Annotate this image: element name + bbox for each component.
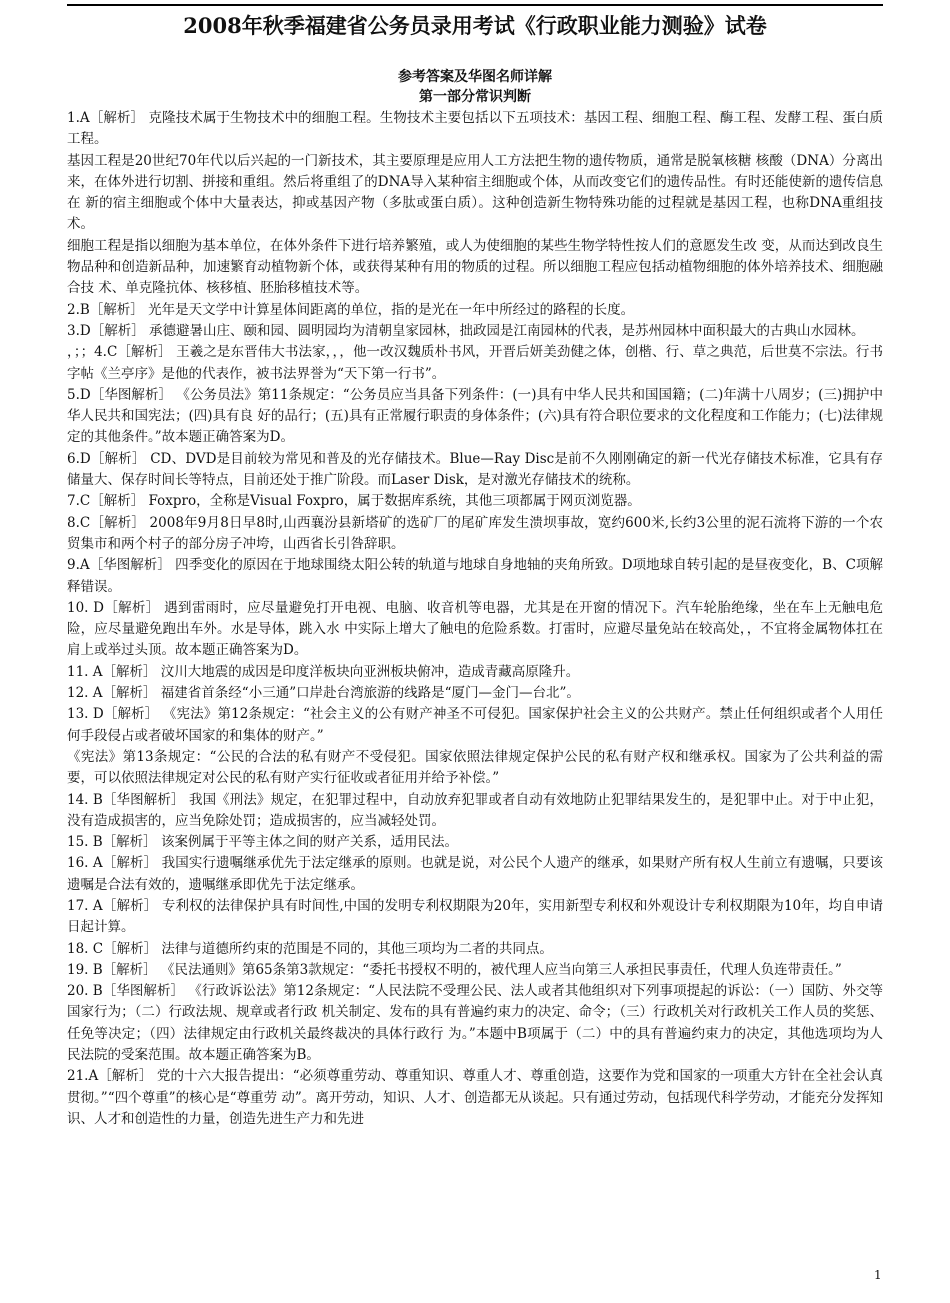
explanation-paragraph: 14. B［华图解析］ 我国《刑法》规定，在犯罪过程中，自动放弃犯罪或者自动有效地防止犯罪结果发生的，是犯罪中止。对于中止犯，没有造成损害的，应当免除处罚；造成损害的，应当减轻处罚。 <box>67 791 883 829</box>
explanation-paragraph: 19. B［解析］ 《民法通则》第65条第3款规定：“委托书授权不明的，被代理人应当向第三人承担民事责任，代理人负连带责任。” <box>67 961 842 978</box>
answer-subtitle: 参考答案及华图名师详解 <box>398 69 552 85</box>
explanation-paragraph: 3.D［解析］ 承德避暑山庄、颐和园、圆明园均为清朝皇家园林，拙政园是江南园林的代表，是苏州园林中面积最大的古典山水园林。 <box>67 322 865 339</box>
explanation-paragraph: 16. A［解析］ 我国实行遗嘱继承优先于法定继承的原则。也就是说，对公民个人遗产的继承，如果财产所有权人生前立有遗嘱，只要该遗嘱是合法有效的，遗嘱继承即优先于法定继承。 <box>67 855 883 893</box>
explanation-paragraph: 细胞工程是指以细胞为基本单位，在体外条件下进行培养繁殖，或人为使细胞的某些生物学特性按人们的意愿发生改 变，从而达到改良生物品种和创造新品种，加速繁育动植物新个体，或获得某种有用的物质的过程。所以细胞工程应包括动植物细胞的体外培养技术、细胞融合技 术、单克隆抗体、核移植、胚胎移植技术等。 <box>67 237 883 297</box>
explanation-paragraph: 5.D［华图解析］ 《公务员法》第11条规定：“公务员应当具备下列条件：(一)具有中华人民共和国国籍；(二)年满十八周岁；(三)拥护中华人民共和国宪法；(四)具有良 好的品行；(五)具有正常履行职责的身体条件；(六)具有符合职位要求的文化程度和工作能力；(七)法律规定的其他条件。”故本题正确答案为D。 <box>67 386 883 446</box>
explanation-paragraph: 8.C［解析］ 2008年9月8日早8时,山西襄汾县新塔矿的选矿厂的尾矿库发生溃坝事故，宽约600米,长约3公里的泥石流将下游的一个农贸集市和两个村子的部分房子冲垮，山西省长引咎辞职。 <box>67 514 883 552</box>
explanation-paragraph: ，；；4.C［解析］ 王羲之是东晋伟大书法家，，，他一改汉魏质朴书风，开晋后妍美劲健之体，创楷、行、草之典范，后世莫不宗法。行书字帖《兰亭序》是他的代表作，被书法界誉为“天下第一行书”。 <box>67 344 883 382</box>
explanation-paragraph: 《宪法》第13条规定：“公民的合法的私有财产不受侵犯。国家依照法律规定保护公民的私有财产权和继承权。国家为了公共利益的需要，可以依照法律规定对公民的私有财产实行征收或者征用并给予补偿。” <box>67 748 883 787</box>
explanation-paragraph: 10. D［解析］ 遇到雷雨时，应尽量避免打开电视、电脑、收音机等电器，尤其是在开窗的情况下。汽车轮胎绝缘，坐在车上无触电危险，应尽量避免跑出车外。水是导体，跳入水 中实际上增大了触电的危险系数。打雷时，应避尽量免站在较高处，，不宜将金属物体扛在肩上或举过头顶。故本题正确答案为D。 <box>67 599 883 659</box>
explanation-paragraph: 13. D［解析］ 《宪法》第12条规定：“社会主义的公有财产神圣不可侵犯。国家保护社会主义的公共财产。禁止任何组织或者个人用任何手段侵占或者破坏国家的和集体的财产。” <box>67 706 883 744</box>
explanation-paragraph: 12. A［解析］ 福建省首条经“小三通”口岸赴台湾旅游的线路是“厦门—金门—台北”。 <box>67 685 580 702</box>
answer-explanations <box>67 108 883 1130</box>
explanation-paragraph: 11. A［解析］ 汶川大地震的成因是印度洋板块向亚洲板块俯冲，造成青藏高原隆升。 <box>67 663 580 680</box>
explanation-paragraph: 6.D［解析］ CD、DVD是目前较为常见和普及的光存储技术。Blue—Ray Disc是前不久刚刚确定的新一代光存储技术标准，它具有存储量大、保存时间长等特点，目前还处于推广阶段。而Laser Disk，是对激光存储技术的统称。 <box>67 450 883 489</box>
explanation-paragraph: 1.A［解析］ 克隆技术属于生物技术中的细胞工程。生物技术主要包括以下五项技术：基因工程、细胞工程、酶工程、发酵工程、蛋白质工程。 <box>67 110 883 148</box>
explanation-paragraph: 21.A［解析］ 党的十六大报告提出：“必须尊重劳动、尊重知识、尊重人才、尊重创造，这要作为党和国家的一项重大方针在全社会认真贯彻。”“四个尊重”的核心是“尊重劳 动”。离开劳动，知识、人才、创造都无从谈起。只有通过劳动，包括现代科学劳动，才能充分发挥知识、人才和创造性的力量，创造先进生产力和先进 <box>67 1068 883 1127</box>
top-rule <box>67 4 883 6</box>
page-number: 1 <box>874 1268 882 1282</box>
explanation-paragraph: 20. B［华图解析］ 《行政诉讼法》第12条规定：“人民法院不受理公民、法人或者其他组织对下列事项提起的诉讼：（一）国防、外交等国家行为；（二）行政法规、规章或者行政 机关制定、发布的具有普遍约束力的决定、命令；（三）行政机关对行政机关工作人员的奖惩、任免等决定；（四）法律规定由行政机关最终裁决的具体行政行 为。”本题中B项属于（二）中的具有普遍约束力的决定，其他选项均为人民法院的受案范围。故本题正确答案为B。 <box>67 983 883 1064</box>
explanation-paragraph: 基因工程是20世纪70年代以后兴起的一门新技术，其主要原理是应用人工方法把生物的遗传物质，通常是脱氧核糖 核酸（DNA）分离出来，在体外进行切割、拼接和重组。然后将重组了的DNA导入某种宿主细胞或个体，从而改变它们的遗传品性。有时还能使新的遗传信息在 新的宿主细胞或个体中大量表达，抑或基因产物（多肽或蛋白质）。这种创造新生物特殊功能的过程就是基因工程，也称DNA重组技术。 <box>67 152 883 233</box>
explanation-paragraph: 7.C［解析］ Foxpro，全称是Visual Foxpro，属于数据库系统，其他三项都属于网页浏览器。 <box>67 493 641 510</box>
explanation-paragraph: 15. B［解析］ 该案例属于平等主体之间的财产关系，适用民法。 <box>67 834 458 851</box>
document-title: 2008年秋季福建省公务员录用考试《行政职业能力测验》试卷 <box>183 13 767 38</box>
section-heading: 第一部分常识判断 <box>419 89 531 105</box>
explanation-paragraph: 2.B［解析］ 光年是天文学中计算星体间距离的单位，指的是光在一年中所经过的路程的长度。 <box>67 301 635 318</box>
explanation-paragraph: 18. C［解析］ 法律与道德所约束的范围是不同的，其他三项均为二者的共同点。 <box>67 940 553 957</box>
explanation-paragraph: 9.A［华图解析］ 四季变化的原因在于地球围绕太阳公转的轨道与地球自身地轴的夹角所致。D项地球自转引起的是昼夜变化，B、C项解释错误。 <box>67 557 883 595</box>
explanation-paragraph: 17. A［解析］ 专利权的法律保护具有时间性,中国的发明专利权期限为20年，实用新型专利权和外观设计专利权期限为10年，均自申请日起计算。 <box>67 897 883 936</box>
